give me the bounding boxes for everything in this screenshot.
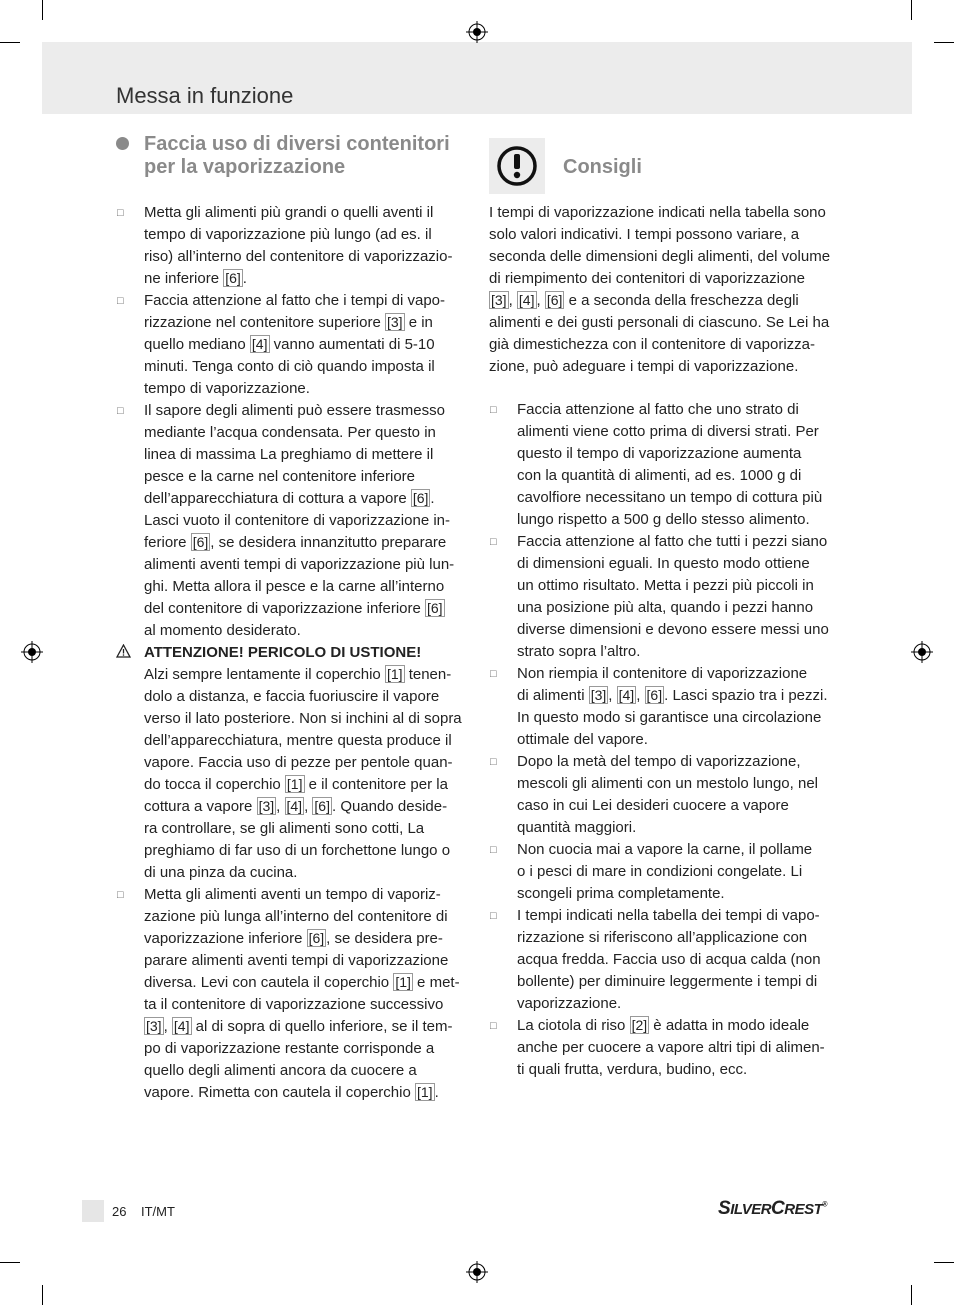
section-heading bbox=[144, 133, 450, 179]
part-number-box: [4] bbox=[618, 687, 635, 703]
silvercrest-logo: SILVERCREST® bbox=[718, 1198, 827, 1219]
crop-mark bbox=[934, 1262, 954, 1263]
line-text: riso) all’interno del contenitore di vaporizzazio- bbox=[144, 248, 453, 265]
line-text: strato sopra l’altro. bbox=[517, 643, 641, 660]
text-line bbox=[490, 663, 829, 685]
square-bullet-icon: □ bbox=[490, 756, 497, 768]
language-code: IT/MT bbox=[141, 1204, 175, 1219]
text-line bbox=[144, 686, 462, 708]
line-text: do tocca il coperchio [1] e il contenitore per la bbox=[144, 776, 448, 793]
crop-mark bbox=[42, 1285, 43, 1305]
text-line bbox=[144, 928, 462, 950]
square-bullet-icon: □ bbox=[490, 536, 497, 548]
part-number-box: [6] bbox=[646, 687, 663, 703]
line-text: parare alimenti aventi tempi di vaporizzazione bbox=[144, 952, 449, 969]
text-line bbox=[144, 224, 462, 246]
text-line bbox=[517, 553, 829, 575]
line-text: acqua fredda. Faccia uso di acqua calda (non bbox=[517, 951, 821, 968]
line-text: Non riempia il contenitore di vaporizzazione bbox=[517, 665, 808, 682]
text-line bbox=[517, 927, 829, 949]
text-line bbox=[144, 466, 462, 488]
text-line bbox=[517, 1059, 829, 1081]
heading-line: Faccia uso di diversi contenitori bbox=[144, 133, 450, 155]
text-line bbox=[490, 1015, 829, 1037]
text-line bbox=[517, 773, 829, 795]
text-line bbox=[517, 949, 829, 971]
part-number-box: [3] bbox=[146, 1018, 162, 1034]
line-text: ra controllare, se gli alimenti sono cotti, La bbox=[144, 820, 425, 837]
line-text: seconda delle dimensioni degli alimenti, del volume bbox=[489, 248, 831, 265]
line-text: ATTENZIONE! PERICOLO DI USTIONE! bbox=[144, 644, 422, 661]
text-line bbox=[517, 707, 829, 729]
text-line bbox=[144, 1082, 462, 1104]
part-number-box: [1] bbox=[286, 776, 303, 792]
line-text: zione, può adeguare i tempi di vaporizzazione. bbox=[489, 358, 799, 375]
line-text: La ciotola di riso [2] è adatta in modo ideale bbox=[517, 1017, 810, 1034]
text-line bbox=[489, 334, 830, 356]
line-text: alimenti e dei gusti personali di ciascuno. Se Lei ha bbox=[489, 314, 830, 331]
line-text: cottura a vapore [3] , [4] , [6] . Quando deside- bbox=[144, 798, 448, 815]
part-number-box: [4] bbox=[173, 1018, 190, 1034]
text-line bbox=[489, 202, 830, 224]
line-text: una posizione più alta, quando i pezzi hanno bbox=[517, 599, 814, 616]
line-text: lungo rispetto a 500 g dello stesso alimento. bbox=[517, 511, 810, 528]
text-line bbox=[144, 532, 462, 554]
line-text: quello degli alimenti ancora da cuocere a bbox=[144, 1062, 417, 1079]
part-number-box: [6] bbox=[308, 930, 325, 946]
line-text: caso in cui Lei desideri cuocere a vapore bbox=[517, 797, 789, 814]
line-text: Dopo la metà del tempo di vaporizzazione, bbox=[517, 753, 801, 770]
line-text: ne inferiore [6] . bbox=[144, 270, 247, 287]
square-bullet-icon: □ bbox=[490, 1020, 497, 1032]
line-text: di alimenti [3] , [4] , [6] . Lasci spazio tra i pezzi. bbox=[517, 687, 828, 704]
part-number-box: [6] bbox=[427, 600, 443, 616]
part-number-box: [6] bbox=[192, 534, 209, 550]
text-line bbox=[490, 399, 829, 421]
crop-mark bbox=[911, 0, 912, 20]
part-number-box: [6] bbox=[314, 798, 330, 814]
square-bullet-icon: □ bbox=[490, 844, 497, 856]
text-line bbox=[144, 510, 462, 532]
left-column bbox=[117, 202, 462, 1104]
text-line bbox=[117, 884, 462, 906]
registration-mark-icon bbox=[21, 641, 43, 663]
line-text: feriore [6] , se desidera innanzitutto preparare bbox=[144, 534, 447, 551]
part-number-box: [3] bbox=[258, 798, 275, 814]
text-line bbox=[144, 334, 462, 356]
part-number-box: [3] bbox=[491, 292, 507, 308]
crop-mark bbox=[0, 42, 20, 43]
text-line bbox=[144, 444, 462, 466]
page-title: Messa in funzione bbox=[116, 83, 294, 108]
line-text: quello mediano [4] vanno aumentati di 5-10 bbox=[144, 336, 435, 353]
part-number-box: [1] bbox=[395, 974, 411, 990]
text-line bbox=[144, 1038, 462, 1060]
line-text: preghiamo di far uso di un forchettone lungo o bbox=[144, 842, 451, 859]
section-heading-consigli: Consigli bbox=[563, 156, 642, 178]
text-line bbox=[144, 356, 462, 378]
line-text: I tempi indicati nella tabella dei tempi di vapo- bbox=[517, 907, 820, 924]
text-line bbox=[144, 576, 462, 598]
line-text: pesce e la carne nel contenitore inferiore bbox=[144, 468, 415, 485]
part-number-box: [3] bbox=[386, 314, 403, 330]
text-line bbox=[144, 554, 462, 576]
square-bullet-icon: □ bbox=[117, 207, 124, 219]
footer-marker bbox=[82, 1200, 104, 1222]
line-text: vaporizzazione inferiore [6] , se desidera pre- bbox=[144, 930, 443, 947]
line-text: [3] , [4] , [6] e a seconda della freschezza degli bbox=[491, 292, 799, 309]
text-line bbox=[144, 840, 462, 862]
text-line bbox=[489, 312, 830, 334]
right-column bbox=[490, 399, 829, 1081]
part-number-box: [1] bbox=[386, 666, 403, 682]
line-text: tempo di vaporizzazione. bbox=[144, 380, 310, 397]
text-line bbox=[517, 817, 829, 839]
line-text: Il sapore degli alimenti può essere trasmesso bbox=[144, 402, 445, 419]
line-text: tempo di vaporizzazione più lungo (ad es. il bbox=[144, 226, 432, 243]
square-bullet-icon: □ bbox=[490, 404, 497, 416]
registration-mark-icon bbox=[466, 21, 488, 43]
part-number-box: [4] bbox=[251, 336, 268, 352]
square-bullet-icon: □ bbox=[117, 405, 124, 417]
line-text: Alzi sempre lentamente il coperchio [1] tenen- bbox=[144, 666, 452, 683]
warning-triangle-icon bbox=[116, 643, 131, 665]
square-bullet-icon: □ bbox=[117, 295, 124, 307]
crop-mark bbox=[42, 0, 43, 20]
text-line bbox=[517, 861, 829, 883]
text-line bbox=[144, 1016, 462, 1038]
text-line bbox=[489, 290, 830, 312]
line-text: di dimensioni eguali. In questo modo ottiene bbox=[517, 555, 810, 572]
line-text: diverse dimensioni e devono essere messi uno bbox=[517, 621, 829, 638]
line-text: rizzazione si riferiscono all’applicazione con bbox=[517, 929, 808, 946]
text-line bbox=[117, 202, 462, 224]
text-line bbox=[517, 971, 829, 993]
line-text: mescoli gli alimenti con un mestolo lungo, nel bbox=[517, 775, 818, 792]
part-number-box: [2] bbox=[631, 1017, 648, 1033]
registration-mark-icon bbox=[911, 641, 933, 663]
line-text: diversa. Levi con cautela il coperchio [1] e met- bbox=[144, 974, 460, 991]
text-line bbox=[517, 685, 829, 707]
text-line bbox=[489, 246, 830, 268]
text-line bbox=[144, 422, 462, 444]
line-text: I tempi di vaporizzazione indicati nella tabella sono bbox=[489, 204, 826, 221]
text-line bbox=[517, 421, 829, 443]
bullet-dot-icon bbox=[116, 137, 129, 150]
line-text: vapore. Rimetta con cautela il coperchio [1] . bbox=[144, 1084, 439, 1101]
text-line bbox=[489, 224, 830, 246]
line-text: di riempimento dei contenitori di vaporizzazione bbox=[489, 270, 805, 287]
line-text: Faccia attenzione al fatto che uno strato di bbox=[517, 401, 799, 418]
text-line bbox=[517, 487, 829, 509]
text-line bbox=[517, 619, 829, 641]
text-line bbox=[117, 400, 462, 422]
line-text: po di vaporizzazione restante corrisponde a bbox=[144, 1040, 435, 1057]
text-line bbox=[517, 509, 829, 531]
text-line bbox=[144, 862, 462, 884]
text-line bbox=[144, 378, 462, 400]
text-line bbox=[144, 796, 462, 818]
text-line bbox=[517, 883, 829, 905]
line-text: del contenitore di vaporizzazione inferiore [6] bbox=[144, 600, 443, 617]
text-line bbox=[144, 642, 462, 664]
text-line bbox=[144, 312, 462, 334]
line-text: anche per cuocere a vapore altri tipi di alimen- bbox=[517, 1039, 825, 1056]
line-text: o i pesci di mare in condizioni congelate. Li bbox=[517, 863, 803, 880]
part-number-box: [6] bbox=[546, 292, 563, 308]
text-line bbox=[489, 268, 830, 290]
line-text: dolo a distanza, e faccia fuoriuscire il vapore bbox=[144, 688, 440, 705]
exclamation-icon bbox=[489, 138, 545, 194]
line-text: zazione più lunga all’interno del contenitore di bbox=[144, 908, 448, 925]
line-text: bollente) per diminuire leggermente i tempi di bbox=[517, 973, 818, 990]
line-text: questo il tempo di vaporizzazione aumenta bbox=[517, 445, 802, 462]
line-text: [3] , [4] al di sopra di quello inferiore, se il tem- bbox=[146, 1018, 453, 1035]
square-bullet-icon: □ bbox=[117, 889, 124, 901]
line-text: cavolfiore necessitano un tempo di cottura più bbox=[517, 489, 823, 506]
line-text: ta il contenitore di vaporizzazione successivo bbox=[144, 996, 444, 1013]
line-text: Non cuocia mai a vapore la carne, il pollame bbox=[517, 841, 813, 858]
part-number-box: [4] bbox=[518, 292, 535, 308]
text-line bbox=[517, 443, 829, 465]
text-line bbox=[517, 575, 829, 597]
line-text: solo valori indicativi. I tempi possono variare, a bbox=[489, 226, 800, 243]
line-text: alimenti aventi tempi di vaporizzazione più lun- bbox=[144, 556, 455, 573]
line-text: verso il lato posteriore. Non si inchini al di sopra bbox=[144, 710, 462, 727]
text-line bbox=[489, 356, 830, 378]
line-text: mediante l’acqua condensata. Per questo in bbox=[144, 424, 436, 441]
line-text: rizzazione nel contenitore superiore [3] e in bbox=[144, 314, 433, 331]
line-text: Metta gli alimenti più grandi o quelli aventi il bbox=[144, 204, 434, 221]
text-line bbox=[144, 774, 462, 796]
text-line bbox=[490, 839, 829, 861]
text-line bbox=[144, 620, 462, 642]
line-text: Faccia attenzione al fatto che tutti i pezzi siano bbox=[517, 533, 828, 550]
line-text: un ottimo risultato. Metta i pezzi più piccoli in bbox=[517, 577, 814, 594]
text-line bbox=[517, 993, 829, 1015]
text-line bbox=[144, 708, 462, 730]
text-line bbox=[144, 664, 462, 686]
line-text: con la quantità di alimenti, ad es. 1000 g di bbox=[517, 467, 802, 484]
line-text: alimenti viene cotto prima di diversi strati. Per bbox=[517, 423, 819, 440]
part-number-box: [6] bbox=[412, 490, 429, 506]
square-bullet-icon: □ bbox=[490, 910, 497, 922]
text-line bbox=[144, 1060, 462, 1082]
line-text: già dimestichezza con il contenitore di vaporizza- bbox=[489, 336, 815, 353]
line-text: quantità maggiori. bbox=[517, 819, 637, 836]
text-line bbox=[144, 598, 462, 620]
text-line bbox=[490, 531, 829, 553]
text-line bbox=[144, 488, 462, 510]
part-number-box: [3] bbox=[590, 687, 607, 703]
line-text: Lasci vuoto il contenitore di vaporizzazione in- bbox=[144, 512, 450, 529]
line-text: ottimale del vapore. bbox=[517, 731, 648, 748]
line-text: di una pinza da cucina. bbox=[144, 864, 298, 881]
text-line bbox=[490, 751, 829, 773]
text-line bbox=[144, 818, 462, 840]
line-text: Metta gli alimenti aventi un tempo di vaporiz- bbox=[144, 886, 441, 903]
line-text: linea di massima La preghiamo di mettere il bbox=[144, 446, 434, 463]
part-number-box: [4] bbox=[286, 798, 303, 814]
tips-intro bbox=[489, 202, 830, 378]
line-text: ghi. Metta allora il pesce e la carne all’interno bbox=[144, 578, 445, 595]
line-text: ti quali frutta, verdura, budino, ecc. bbox=[517, 1061, 748, 1078]
line-text: vaporizzazione. bbox=[517, 995, 622, 1012]
line-text: scongeli prima completamente. bbox=[517, 885, 725, 902]
text-line bbox=[144, 752, 462, 774]
text-line bbox=[517, 641, 829, 663]
text-line bbox=[144, 972, 462, 994]
part-number-box: [1] bbox=[416, 1084, 433, 1100]
part-number-box: [6] bbox=[225, 270, 241, 286]
line-text: Faccia attenzione al fatto che i tempi di vapo- bbox=[144, 292, 445, 309]
text-line bbox=[517, 729, 829, 751]
text-line bbox=[144, 906, 462, 928]
square-bullet-icon: □ bbox=[490, 668, 497, 680]
text-line bbox=[144, 950, 462, 972]
line-text: vapore. Faccia uso di pezze per pentole quan- bbox=[144, 754, 453, 771]
crop-mark bbox=[0, 1262, 20, 1263]
text-line bbox=[144, 246, 462, 268]
text-line bbox=[144, 268, 462, 290]
text-line bbox=[117, 290, 462, 312]
registration-mark-icon bbox=[466, 1261, 488, 1283]
text-line bbox=[517, 1037, 829, 1059]
line-text: dell’apparecchiatura, mentre questa produce il bbox=[144, 732, 452, 749]
text-line bbox=[144, 994, 462, 1016]
line-text: al momento desiderato. bbox=[144, 622, 301, 639]
line-text: minuti. Tenga conto di ciò quando imposta il bbox=[144, 358, 435, 375]
crop-mark bbox=[911, 1285, 912, 1305]
line-text: In questo modo si garantisce una circolazione bbox=[517, 709, 822, 726]
text-line bbox=[517, 465, 829, 487]
page-number: 26 bbox=[112, 1204, 127, 1219]
text-line bbox=[517, 597, 829, 619]
text-line bbox=[490, 905, 829, 927]
line-text: dell’apparecchiatura di cottura a vapore [6] . bbox=[144, 490, 435, 507]
crop-mark bbox=[934, 42, 954, 43]
text-line bbox=[517, 795, 829, 817]
text-line bbox=[144, 730, 462, 752]
heading-line: per la vaporizzazione bbox=[144, 156, 346, 178]
